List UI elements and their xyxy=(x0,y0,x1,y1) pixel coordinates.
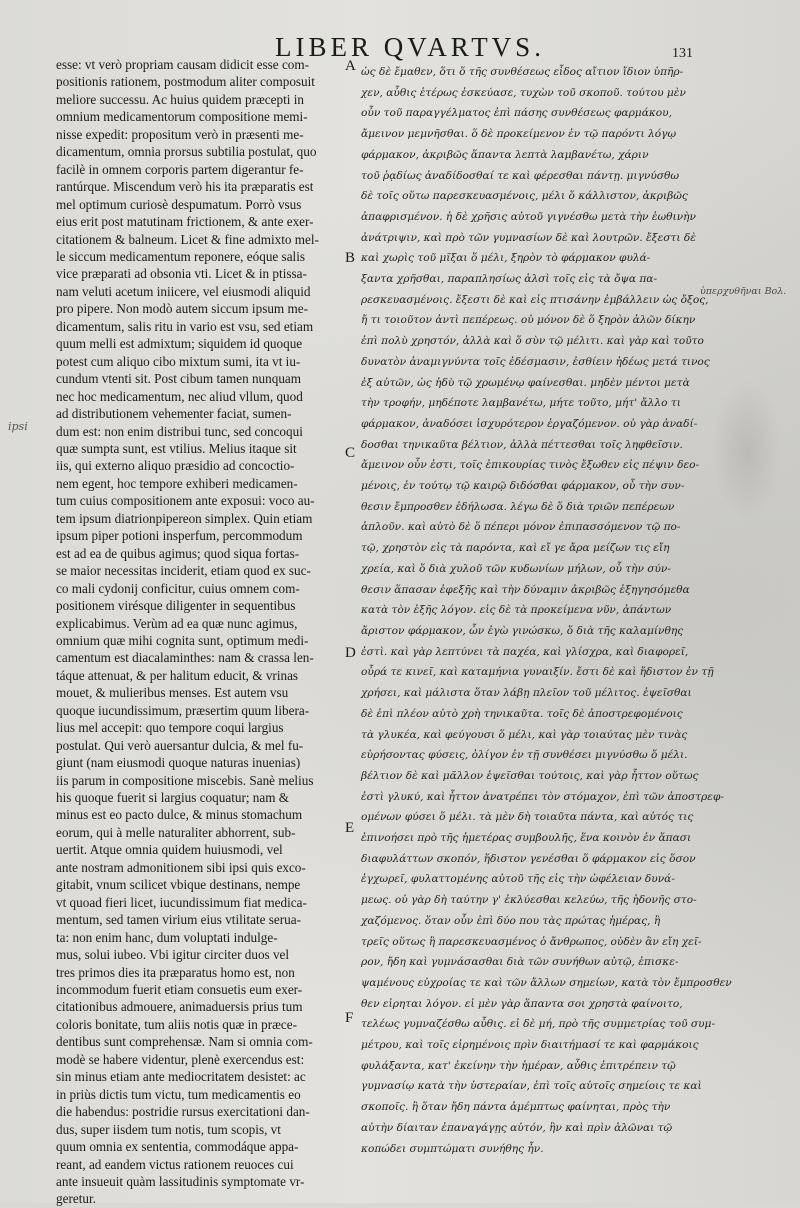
latin-text-line: tem ipsum diatrionpipereon simplex. Quin etiam xyxy=(56,510,313,526)
latin-text-line: positionem virésque diligenter in sequentibus xyxy=(56,598,296,614)
latin-text-line: se maior necessitas inciderit, etiam quod ex suc- xyxy=(56,563,311,579)
greek-text-line: τρεῖς οὕτως ἢ παρεσκευασμένος ὁ ἄνθρωπος, οὐδὲν ἂν εἴη χεῖ- xyxy=(361,935,702,948)
greek-text-line: βέλτιον δὲ καὶ μᾶλλον ἑψεῖσθαι τούτοις, καὶ γὰρ ἧττον οὕτως xyxy=(361,769,699,782)
page-number: 131 xyxy=(672,46,693,61)
latin-text-line: mouet, & mulieribus menses. Est autem vsu xyxy=(56,685,289,701)
latin-text-line: quoque iucundissimum, præsertim quum libera- xyxy=(56,702,310,718)
latin-text-line: tres primos dies ita præparatus homo est, non xyxy=(56,964,295,980)
latin-text-line: quum melli est admixtum; siquidem id quoque xyxy=(56,336,303,352)
latin-text-line: ante insueuit quàm lassitudinis symptomate vr- xyxy=(56,1174,305,1189)
latin-text-line: coloris bonitate, tum aliis notis quæ in præce- xyxy=(56,1016,298,1032)
greek-text-line: τῷ, χρηστὸν εἰς τὰ παρόντα, καὶ εἴ γε ἄρα μείζων τις εἴη xyxy=(361,542,670,555)
latin-text-line: his quoque fuerit si largius coquatur; nam & xyxy=(56,790,290,806)
margin-note-left: ipsi xyxy=(8,420,28,433)
greek-text-line: ἤ τι τοιοῦτον ἀντὶ πεπέρεως. οὐ μόνον δὲ ὅ ξηρὸν ἁλῶν δίκην xyxy=(361,314,696,327)
greek-text-line: κατὰ τὸν ἑξῆς λόγον. εἰς δὲ τὰ προκείμενα νῦν, ἁπάντων xyxy=(361,604,672,617)
greek-text-line: ἀπαφρισμένον. ἡ δὲ χρῆσις αὐτοῦ γιγνέσθω μετὰ τὴν ἑωθινὴν xyxy=(361,210,696,223)
greek-text-line: δὲ ἐπὶ πλέον αὐτὸ χρὴ τηνικαῦτα. τοῖς δὲ ἀποστρεφομένοις xyxy=(361,707,683,720)
greek-text-line: τὰ γλυκέα, καὶ φεύγουσι ὅ μέλι, καὶ γὰρ τοιαύτας μὲν τινὰς xyxy=(361,728,688,741)
greek-text-line: ἐξ αὐτῶν, ὡς ἡδὺ τῷ χρωμένῳ φαίνεσθαι. μηδὲν μέντοι μετὰ xyxy=(361,376,690,389)
latin-text-line: eius erit post matutinam frictionem, & ante exer- xyxy=(56,214,314,230)
greek-text-line: χρήσει, καὶ μάλιστα ὅταν λάβῃ πλεῖον τοῦ μέλιτος. ἑψεῖσθαι xyxy=(361,687,692,700)
greek-text-line: δυνατὸν ἀναμιγνύντα τοῖς ἐδέσμασιν, ἐσθίειν ἡδέως μετά τινος xyxy=(361,355,710,368)
latin-text-line: táque attenuat, & per halitum educit, & vrinas xyxy=(56,667,299,683)
greek-text-line: θεν εἰρηται λόγον. εἰ μὲν γὰρ ἅπαντα σοι χρηστὰ φαίνοιτο, xyxy=(361,997,683,1010)
latin-text-line: reant, ad eandem victus rationem reuoces cui xyxy=(56,1156,294,1172)
latin-text-line: incommodum fuerit etiam consuetis eum exer- xyxy=(56,982,303,998)
latin-text-line: tum cuius compositionem ante exposui: voco au- xyxy=(56,493,315,509)
latin-text-line: dicamentum, salis ritu in vario est vsu, sed etiam xyxy=(56,318,314,334)
greek-text-line: χεν, αὖθις ἑτέρως ἐσκεύασε, τυχὼν τοῦ σκοποῦ. τούτου μὲν xyxy=(361,86,686,99)
latin-text-line: est ad ea de quibus agimus; quod siqua fortas- xyxy=(56,545,300,561)
latin-text-line: ipsum piper potioni insperfum, percommodum xyxy=(56,528,303,544)
latin-text-line: die habendus: postridie rursus exercitationi dan- xyxy=(56,1104,310,1120)
latin-text-line: omnium quæ mihi cognita sunt, optimum medi- xyxy=(56,632,309,648)
greek-text-line: θεσιν ἔμπροσθεν ἐδήλωσα. λέγω δὲ ὅ διὰ τριῶν πεπέρεων xyxy=(361,500,675,513)
latin-text-line: pro pipere. Non modò autem siccum ipsum me- xyxy=(56,301,308,317)
latin-text-line: geretur. xyxy=(56,1191,96,1207)
latin-text-line: mus, solui iubeo. Vbi igitur circiter duos vel xyxy=(56,947,290,963)
section-letter: C xyxy=(345,445,356,461)
running-header: LIBER QVARTVS. xyxy=(275,32,545,62)
greek-text-line: σκοποῖς. ἢ ὅταν ἤδη πάντα ἀμέμπτως φαίνηται, πρὸς τὴν xyxy=(361,1101,671,1114)
latin-text-line: facilè in omnem corporis partem digerantur fe- xyxy=(56,161,304,177)
greek-text-line: τελέως γυμναζέσθω αὖθις. εἰ δὲ μή, πρὸ τῆς συμμετρίας τοῦ συμ- xyxy=(361,1018,716,1031)
section-letter: F xyxy=(345,1010,354,1026)
greek-text-line: τοῦ ῥᾳδίως ἀναδίδοσθαί τε καὶ φέρεσθαι πάντῃ. μιγνύσθω xyxy=(361,169,680,182)
greek-text-line: διαφυλάττων σκοπόν, ἥδιστον γενέσθαι ὅ φάρμακον εἰς ὅσον xyxy=(361,852,696,865)
greek-text-line: ἄμεινον οὖν ἐστι, τοῖς ἐπικουρίας τινὸς ἔξωθεν εἰς πέψιν δεο- xyxy=(361,459,700,472)
latin-text-line: minus est eo pacto dulce, & minus stomachum xyxy=(56,807,303,823)
margin-note-right: ὑπερχυθῆναι Βολ. xyxy=(700,286,787,297)
latin-text-line: quæ sumpta sunt, est vtilius. Melius itaque sit xyxy=(56,440,297,456)
greek-text-line: ἄμεινον μεμνῆσθαι. ὅ δὲ προκείμενον ἐν τῷ παρόντι λόγῳ xyxy=(361,128,677,141)
greek-text-line: ρον, ἤδη καὶ γυμνάσασθαι διὰ τῶν συνήθων αὐτῷ, ἐπισκε- xyxy=(361,956,679,969)
greek-column xyxy=(361,62,732,1159)
latin-text-line: ad distributionem vehementer faciat, sumen- xyxy=(56,406,292,422)
ink-smudge xyxy=(712,380,782,520)
greek-text-line: φάρμακον, ἀναδόσει ἰσχυρότερον ἐργαζόμενον. οὐ γὰρ ἀναδί- xyxy=(361,417,698,430)
greek-text-line: θεσιν ἅπασαν ἐφεξῆς καὶ τὴν δύναμιν ἀκριβῶς ἐξηγησόμεθα xyxy=(361,583,690,596)
latin-text-line: nam veluti acetum iniicere, vel eiusmodi aliquid xyxy=(56,283,311,299)
greek-text-line: ψαμένους εὐχροίας τε καὶ τῶν ἄλλων σημείων, κατὰ τὸν ἔμπροσθεν xyxy=(361,976,732,989)
greek-text-line: μένοις, ἐν τούτῳ τῷ καιρῷ διδόσθαι φάρμακον, οὗ τὴν συν- xyxy=(361,480,685,493)
latin-text-line: mel optimum curiosè despumatum. Porrò vsus xyxy=(56,196,302,212)
greek-text-line: ἐστὶ. καὶ γὰρ λεπτύνει τὰ παχέα, καὶ γλίσχρα, καὶ διαφορεῖ, xyxy=(361,645,689,658)
greek-text-line: ξαντα χρῆσθαι, παραπλησίως ἁλσὶ τοῖς εἰς τὰ ὄψα πα- xyxy=(361,273,658,286)
greek-text-line: φυλάξαντα, κατ' ἐκείνην τὴν ἡμέραν, αὖθις ἐπιτρέπειν τῷ xyxy=(361,1059,676,1072)
greek-text-line: ἐπὶ πολὺ χρηστόν, ἀλλὰ καὶ ὅ σὺν τῷ μέλιτι. καὶ γὰρ καὶ τοῦτο xyxy=(361,335,704,348)
latin-text-line: cundum vtenti sit. Post cibum tamen nunquam xyxy=(56,371,302,387)
greek-text-line: χαζόμενος. ὅταν οὖν ἐπὶ δύο που τὰς πρώτας ἡμέρας, ἢ xyxy=(361,914,661,927)
greek-text-line: μεως. οὐ γὰρ δὴ ταύτην γ' ἐκλύεσθαι κελεύω, τῆς ἡδονῆς στο- xyxy=(361,894,697,907)
latin-text-line: rantúrque. Miscendum verò his ita præparatis est xyxy=(56,179,314,195)
section-letter: D xyxy=(345,645,356,661)
latin-text-line: le siccum medicamentum reponere, eóque salis xyxy=(56,248,306,264)
greek-text-line: ἄριστον φάρμακον, ὧν ἐγὼ γινώσκω, ὅ διὰ τῆς καλαμίνθης xyxy=(361,624,684,637)
latin-text-line: modè se habere videntur, plenè exercendus est: xyxy=(56,1051,305,1067)
greek-text-line: ἐπινοήσει πρὸ τῆς ἡμετέρας συμβουλῆς, ἕνα κοινὸν ἐν ἅπασι xyxy=(361,832,692,845)
latin-text-line: citationem & balneum. Licet & fine admixto mel- xyxy=(56,231,319,247)
greek-text-line: μέτρου, καὶ τοῖς εἰρημένοις πρὶν διαιτήμασί τε καὶ φαρμάκοις xyxy=(361,1039,699,1052)
section-letter: B xyxy=(345,250,356,266)
section-letter-column xyxy=(345,0,359,1203)
latin-text-line: postulat. Qui verò auersantur dulcia, & mel fu- xyxy=(56,737,304,753)
section-letter: A xyxy=(345,58,356,74)
latin-text-line: meliore successu. Ac huius quidem præcepti in xyxy=(56,91,304,107)
greek-text-line: αὐτὴν δίαιταν ἐπαναγάγῃς αὐτόν, ἣν καὶ πρὶν ἁλῶναι τῷ xyxy=(361,1121,673,1134)
greek-text-line: γυμνασίῳ κατὰ τὴν ὑστεραίαν, ἐπὶ τοῖς αὐτοῖς σημείοις τε καὶ xyxy=(361,1080,702,1093)
greek-text-line: κοπώδει συμπτώματι συνήθης ἦν. xyxy=(361,1142,544,1155)
greek-text-line: χρεία, καὶ ὅ διὰ χυλοῦ τῶν κυδωνίων μήλων, οὗ τὴν σύν- xyxy=(361,562,671,575)
latin-text-line: dum est: non enim distribui tunc, sed concoqui xyxy=(56,423,303,439)
latin-text-line: sin minus etiam ante mediocritatem desistet: ac xyxy=(56,1069,306,1085)
latin-text-line: lius mel accepit: quo tempore coqui largius xyxy=(56,720,284,736)
greek-text-line: οὖρά τε κινεῖ, καὶ καταμήνια γυναιξίν. ἔστι δὲ καὶ ἥδιστον ἐν τῇ xyxy=(361,666,714,679)
greek-text-line: ἐγχωρεῖ, φυλαττομένης αὐτοῦ τῆς εἰς τὴν ὠφέλειαν δυνά- xyxy=(361,873,675,886)
greek-text-line: καὶ χωρὶς τοῦ μῖξαι ὅ μέλι, ξηρὸν τὸ φάρμακον φυλά- xyxy=(361,252,651,265)
latin-text-line: dentibus sunt comprehensæ. Nam si omnia com- xyxy=(56,1034,313,1050)
greek-text-line: ἁπλοῦν. καὶ αὐτὸ δὲ ὅ πέπερι μόνον ἐπιπασσόμενον τῷ πο- xyxy=(361,521,681,534)
latin-column xyxy=(56,56,342,1208)
greek-text-line: ἀνάτριψιν, καὶ πρὸ τῶν γυμνασίων δὲ καὶ λουτρῶν. ἔξεστι δὲ xyxy=(361,231,696,244)
greek-text-line: εὑρήσοντας φύσεις, ὀλίγον ἐν τῇ συνθέσει μιγνύσθω ὅ μέλι. xyxy=(361,749,688,762)
latin-text-line: positionis rationem, postmodum aliter composuit xyxy=(56,74,315,90)
latin-text-line: citationibus admouere, animaduersis prius tum xyxy=(56,999,303,1015)
latin-text-line: nisse expedit: propositum verò in præsenti me- xyxy=(56,126,304,142)
latin-text-line: uertit. Atque omnia quidem huiusmodi, vel xyxy=(56,842,283,858)
latin-text-line: eorum, qui à melle naturaliter abhorrent, sub- xyxy=(56,824,296,840)
latin-text-line: in priùs dictis tum victu, tum medicamentis eo xyxy=(56,1086,301,1102)
latin-text-line: iis parum in compositione miscebis. Sanè melius xyxy=(56,772,314,788)
latin-text-line: iis, qui externo aliquo præsidio ad concoctio- xyxy=(56,458,295,474)
latin-text-line: mentum, sed tamen virium eius vtilitate serua- xyxy=(56,912,302,928)
latin-text-line: potest cum aliquo cibo mixtum sumi, ita vt iu- xyxy=(56,353,301,369)
greek-text-line: ὡς δὲ ἔμαθεν, ὅτι ὅ τῆς συνθέσεως εἶδος αἴτιον ἴδιον ὑπῆρ- xyxy=(361,66,684,78)
latin-text-line: ta: non enim hanc, dum voluptati indulge- xyxy=(56,929,278,945)
latin-text-line: vice præparati ad obsonia vti. Licet & in ptissa- xyxy=(56,266,307,282)
latin-text-line: nec hoc medicamentum, nec aliud vllum, quod xyxy=(56,388,303,404)
latin-text-line: omnium medicamentorum compositione memi- xyxy=(56,109,308,125)
latin-text-line: dicamentum, omnia prorsus subtilia postulat, quo xyxy=(56,144,317,160)
greek-text-line: δὲ τοῖς οὕτω παρεσκευασμένοις, μέλι ὅ κάλλιστον, ἀκριβῶς xyxy=(361,190,688,203)
greek-text-line: οὖν τοῦ παραγγέλματος ἐπὶ πάσης συνθέσεως φαρμάκου, xyxy=(361,107,672,120)
greek-text-line: τὴν τροφήν, μηδέποτε λαμβανέτω, μήτε τοῦτο, μήτ' ἄλλο τι xyxy=(361,397,681,410)
latin-text-line: dus, super iisdem tum notis, tum scopis, vt xyxy=(56,1121,281,1137)
latin-text-line: ante nostram admonitionem sibi ipsi quis exco- xyxy=(56,859,306,875)
greek-text-line: ἐστὶ γλυκύ, καὶ ἧττον ἀνατρέπει τὸν στόμαχον, ἐπὶ τῶν ἀποστρεφ- xyxy=(361,790,724,803)
greek-text-line: δοσθαι τηνικαῦτα βέλτιον, ἀλλὰ πέττεσθαι τοῖς ληφθεῖσιν. xyxy=(361,438,683,451)
greek-text-line: ομένων φύσει ὅ μέλι. τὰ μὲν δὴ τοιαῦτα πάντα, καὶ αὐτός τις xyxy=(361,811,694,824)
greek-text-line: φάρμακον, ἀκριβῶς ἅπαντα λεπτὰ λαμβανέτω, χάριν xyxy=(361,148,649,161)
latin-text-line: co mali cydonij conficitur, cuius omnem com- xyxy=(56,580,300,596)
latin-text-line: vt quoad fieri licet, iucundissimum fiat medica- xyxy=(56,894,307,910)
latin-text-line: giunt (nam eiusmodi quoque naturas inuenias) xyxy=(56,755,301,771)
latin-text-line: quum omnia ex sententia, commodáque appa- xyxy=(56,1139,299,1155)
latin-text-line: nem egent, hoc tempore exhiberi medicamen- xyxy=(56,475,298,491)
latin-text-line: camentum est diacalaminthes: nam & crassa len- xyxy=(56,650,314,666)
section-letter: E xyxy=(345,820,355,836)
latin-text-line: esse: vt verò propriam causam didicit esse com- xyxy=(56,57,310,72)
latin-text-line: gitabit, vnum scilicet vbique destinans, nempe xyxy=(56,877,301,893)
latin-text-line: explicabimus. Verùm ad ea quæ nunc agimus, xyxy=(56,615,298,631)
greek-text-line: ρεσκευασμένοις. ἔξεστι δὲ καὶ εἰς πτισάνην ἐμβάλλειν ὡς ὄξος, xyxy=(361,293,709,306)
